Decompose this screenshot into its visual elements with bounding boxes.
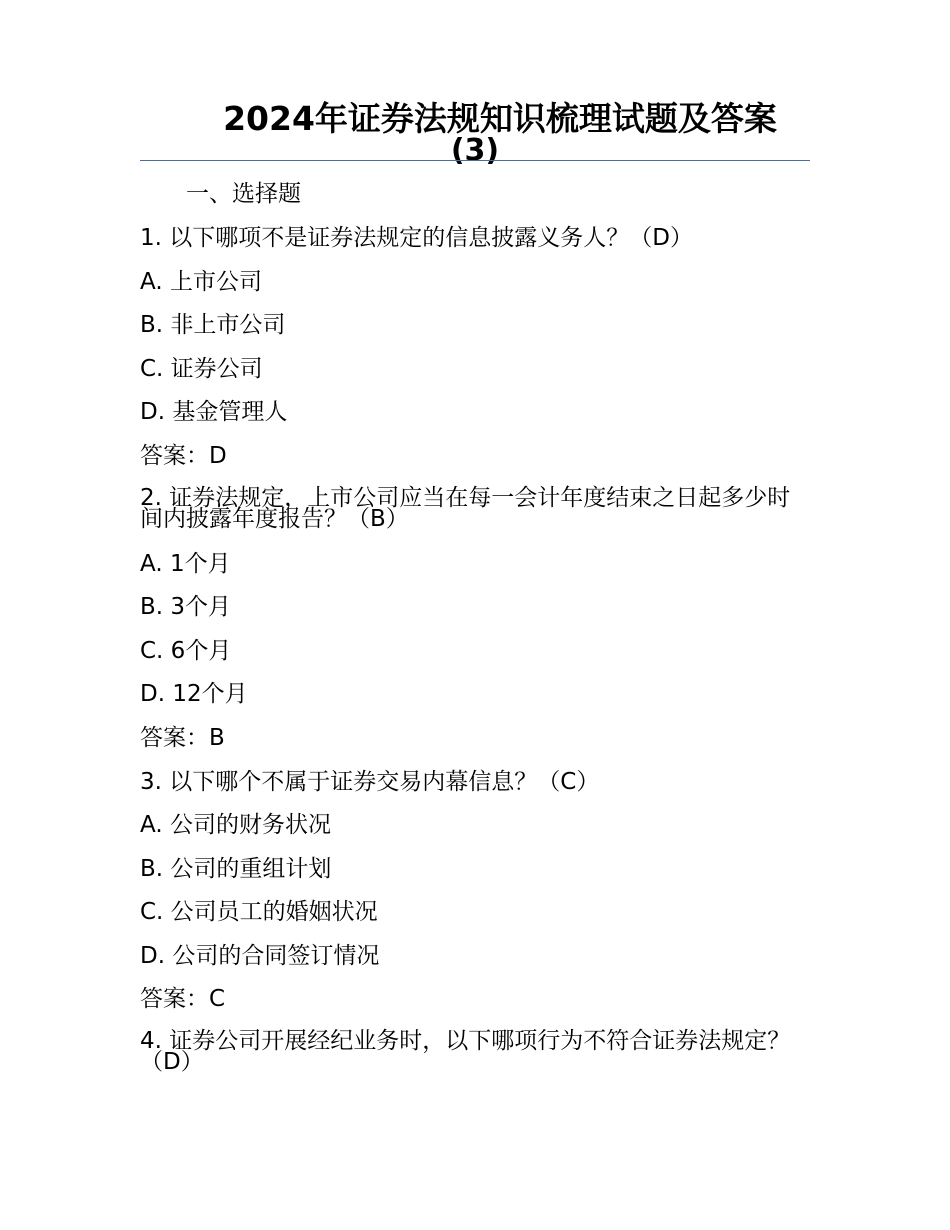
document-title (140, 99, 810, 168)
q3-option-b: B. 公司的重组计划 (140, 856, 332, 882)
title-line-2: (3) (450, 133, 500, 168)
q1-option-a: A. 上市公司 (140, 269, 262, 295)
title-line-1: 2024年证券法规知识梳理试题及答案 (223, 99, 777, 138)
question-1: 1. 以下哪项不是证券法规定的信息披露义务人？（D） (140, 225, 693, 251)
q1-answer: 答案：D (140, 443, 227, 469)
q2-option-c: C. 6个月 (140, 638, 232, 664)
q1-option-d: D. 基金管理人 (140, 399, 288, 425)
q3-option-a: A. 公司的财务状况 (140, 812, 331, 838)
question-4: 4. 证券公司开展经纪业务时，以下哪项行为不符合证券法规定？（D） (140, 1028, 791, 1075)
q2-option-a: A. 1个月 (140, 551, 231, 577)
title-divider (140, 160, 810, 161)
question-2: 2. 证券法规定，上市公司应当在每一会计年度结束之日起多少时间内披露年度报告？（B） (140, 485, 791, 532)
q3-option-c: C. 公司员工的婚姻状况 (140, 899, 378, 925)
q2-answer: 答案：B (140, 725, 225, 751)
q3-answer: 答案：C (140, 986, 226, 1012)
q2-option-d: D. 12个月 (140, 681, 248, 707)
q3-option-d: D. 公司的合同签订情况 (140, 943, 380, 969)
q2-option-b: B. 3个月 (140, 594, 232, 620)
question-3: 3. 以下哪个不属于证券交易内幕信息？（C） (140, 769, 600, 795)
section-heading: 一、选择题 (186, 181, 301, 207)
q1-option-c: C. 证券公司 (140, 356, 263, 382)
q1-option-b: B. 非上市公司 (140, 312, 286, 338)
